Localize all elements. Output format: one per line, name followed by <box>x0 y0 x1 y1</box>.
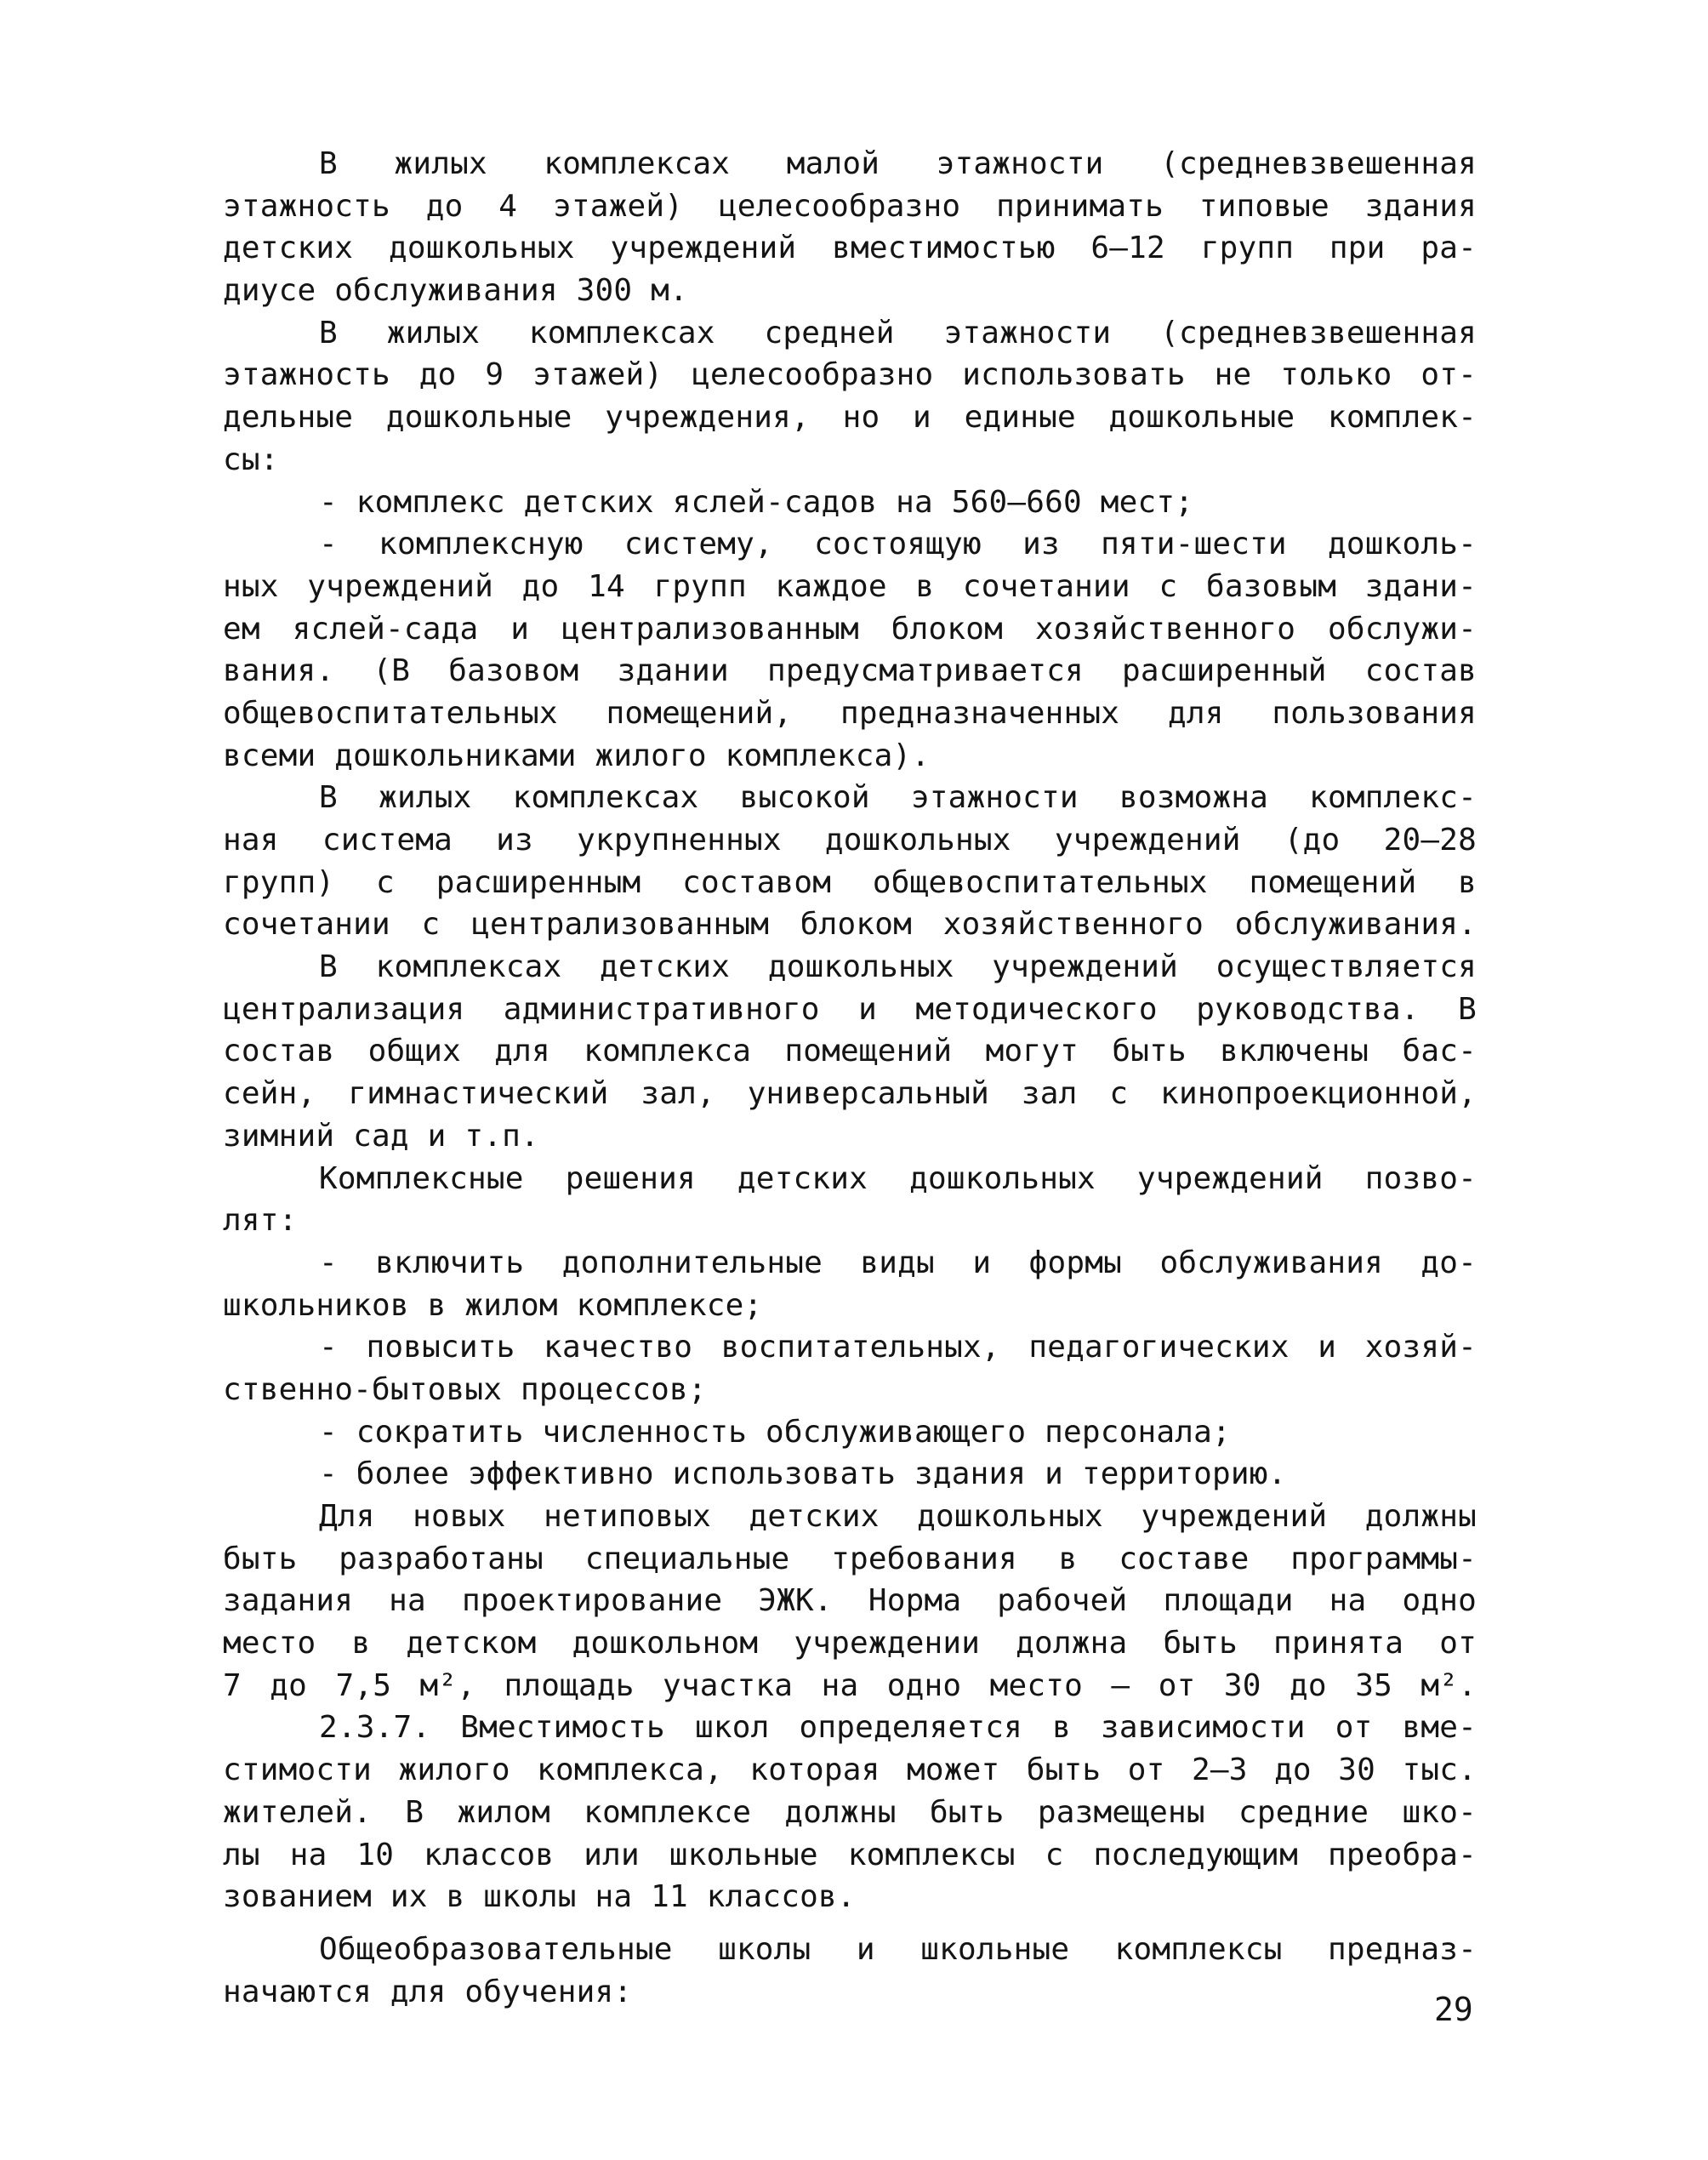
page-number: 29 <box>1434 1991 1473 2028</box>
text-line: Комплексные решения детских дошкольных учреждений позво- <box>319 1160 1477 1196</box>
text-line: ственно-бытовых процессов; <box>223 1371 707 1407</box>
text-line: этажность до 4 этажей) целесообразно принимать типовые здания <box>223 188 1477 224</box>
text-line: дельные дошкольные учреждения, но и единые дошкольные комплек- <box>223 400 1477 436</box>
text-line: зимний сад и т.п. <box>223 1118 539 1154</box>
text-line: сочетании с централизованным блоком хозяйственного обслуживания. <box>223 907 1477 943</box>
text-line: Для новых нетиповых детских дошкольных учреждений должны <box>319 1499 1477 1534</box>
text-line: централизация административного и методического руководства. В <box>223 991 1477 1027</box>
text-line: лы на 10 классов или школьные комплексы с последующим преобра- <box>223 1837 1477 1872</box>
text-line: этажность до 9 этажей) целесообразно использовать не только от- <box>223 357 1477 393</box>
text-line: жителей. В жилом комплексе должны быть размещены средние шко- <box>223 1794 1477 1830</box>
text-line: зованием их в школы на 11 классов. <box>223 1879 856 1915</box>
text-line: 7 до 7,5 м², площадь участка на одно место – от 30 до 35 м². <box>223 1667 1477 1703</box>
text-line: быть разработаны специальные требования в составе программы- <box>223 1541 1477 1576</box>
text-line: ных учреждений до 14 групп каждое в сочетании с базовым здани- <box>223 568 1477 604</box>
text-line: место в детском дошкольном учреждении должна быть принята от <box>223 1626 1477 1661</box>
text-line: В комплексах детских дошкольных учреждений осуществляется <box>319 949 1477 985</box>
text-line: общевоспитательных помещений, предназначенных для пользования <box>223 695 1477 731</box>
text-line: групп) с расширенным составом общевоспитательных помещений в <box>223 864 1477 900</box>
text-line: сейн, гимнастический зал, универсальный зал с кинопроекционной, <box>223 1076 1477 1112</box>
text-line: В жилых комплексах малой этажности (средневзвешенная <box>319 146 1477 181</box>
text-line: сы: <box>223 442 279 477</box>
text-line: задания на проектирование ЭЖК. Норма рабочей площади на одно <box>223 1583 1477 1619</box>
text-line: - сократить численность обслуживающего персонала; <box>319 1414 1231 1450</box>
text-line: всеми дошкольниками жилого комплекса). <box>223 738 931 773</box>
text-line: вания. (В базовом здании предусматривается расширенный состав <box>223 653 1477 689</box>
text-line: - включить дополнительные виды и формы обслуживания до- <box>319 1245 1477 1280</box>
text-line: - более эффективно использовать здания и территорию. <box>319 1456 1287 1492</box>
text-line: В жилых комплексах высокой этажности возможна комплекс- <box>319 780 1477 816</box>
text-line: начаются для обучения: <box>223 1974 633 2009</box>
text-line: ная система из укрупненных дошкольных учреждений (до 20–28 <box>223 823 1477 858</box>
text-line: - комплекс детских яслей-садов на 560–660 мест; <box>319 484 1194 520</box>
text-line: ем яслей-сада и централизованным блоком хозяйственного обслужи- <box>223 611 1477 647</box>
text-line: - повысить качество воспитательных, педагогических и хозяй- <box>319 1330 1477 1365</box>
text-line: стимости жилого комплекса, которая может быть от 2–3 до 30 тыс. <box>223 1753 1477 1788</box>
text-line: детских дошкольных учреждений вместимостью 6–12 групп при ра- <box>223 231 1477 266</box>
text-line: Общеобразовательные школы и школьные комплексы предназ- <box>319 1931 1477 1967</box>
text-line: - комплексную систему, состоящую из пяти-шести дошколь- <box>319 527 1477 562</box>
text-line: 2.3.7. Вместимость школ определяется в зависимости от вме- <box>319 1710 1477 1746</box>
text-line: диусе обслуживания 300 м. <box>223 273 688 309</box>
text-line: школьников в жилом комплексе; <box>223 1287 763 1323</box>
text-line: лят: <box>223 1203 298 1239</box>
body-text <box>223 143 1477 2013</box>
text-line: В жилых комплексах средней этажности (средневзвешенная <box>319 315 1477 351</box>
text-line: состав общих для комплекса помещений могут быть включены бас- <box>223 1034 1477 1069</box>
